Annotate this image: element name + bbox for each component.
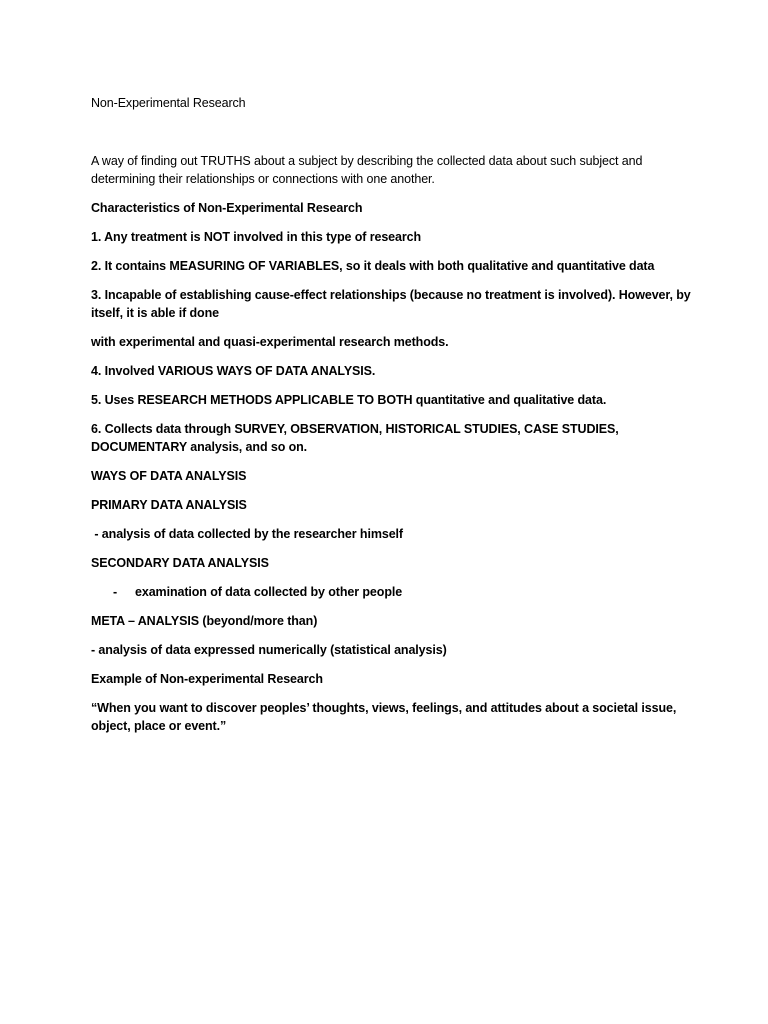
dash-bullet: - [113, 585, 118, 599]
characteristics-heading: Characteristics of Non-Experimental Research [91, 201, 363, 215]
meta-description: - analysis of data expressed numerically (statistical analysis) [91, 643, 447, 657]
secondary-list-item [91, 583, 691, 601]
secondary-heading: SECONDARY DATA ANALYSIS [91, 556, 269, 570]
characteristic-item-3: 3. Incapable of establishing cause-effect relationships (because no treatment is involved). However, by itself, it is able if done [91, 288, 691, 320]
characteristic-item-2: 2. It contains MEASURING OF VARIABLES, so it deals with both qualitative and quantitative data [91, 259, 655, 273]
characteristic-item-3-continued: with experimental and quasi-experimental research methods. [91, 335, 449, 349]
characteristic-item-5: 5. Uses RESEARCH METHODS APPLICABLE TO BOTH quantitative and qualitative data. [91, 393, 607, 407]
characteristic-item-4: 4. Involved VARIOUS WAYS OF DATA ANALYSIS. [91, 364, 376, 378]
document-page [91, 94, 691, 746]
definition-paragraph: A way of finding out TRUTHS about a subject by describing the collected data about such subject and determining their relationships or connections with one another. [91, 154, 643, 186]
primary-description: - analysis of data collected by the researcher himself [91, 527, 403, 541]
meta-heading: META – ANALYSIS (beyond/more than) [91, 614, 318, 628]
primary-heading: PRIMARY DATA ANALYSIS [91, 498, 247, 512]
document-title: Non-Experimental Research [91, 96, 246, 110]
example-quote: “When you want to discover peoples’ thoughts, views, feelings, and attitudes about a societal issue, object, place or event.” [91, 701, 677, 733]
example-heading: Example of Non-experimental Research [91, 672, 323, 686]
ways-heading: WAYS OF DATA ANALYSIS [91, 469, 247, 483]
characteristic-item-6: 6. Collects data through SURVEY, OBSERVATION, HISTORICAL STUDIES, CASE STUDIES, DOCUMENTARY analysis, and so on. [91, 422, 619, 454]
characteristic-item-1: 1. Any treatment is NOT involved in this type of research [91, 230, 422, 244]
secondary-description: examination of data collected by other people [135, 585, 403, 599]
